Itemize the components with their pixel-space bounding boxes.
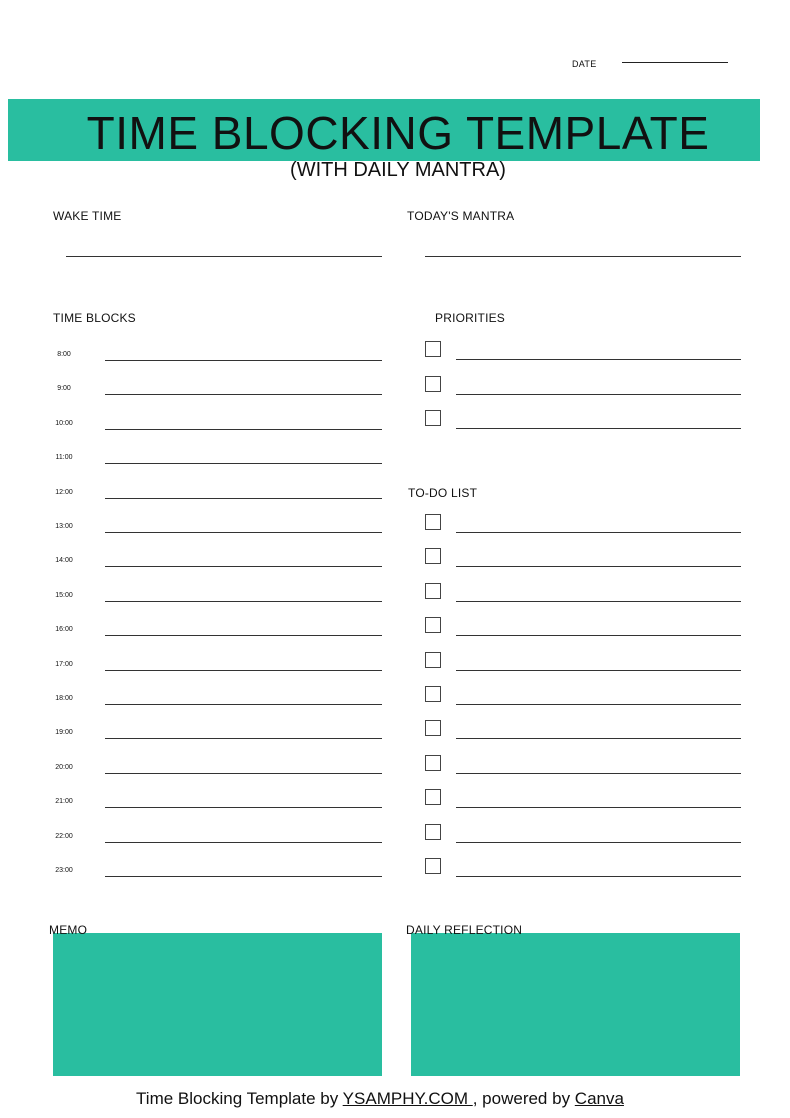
wake-time-line[interactable] <box>66 256 382 257</box>
todo-line[interactable] <box>456 738 741 739</box>
time-block-label: 9:00 <box>57 385 71 392</box>
time-block-label: 17:00 <box>55 661 73 668</box>
footer-middle: , powered by <box>472 1089 575 1108</box>
time-blocks-label: TIME BLOCKS <box>53 311 136 325</box>
daily-reflection-label: DAILY REFLECTION <box>406 923 523 937</box>
todo-checkbox[interactable] <box>425 686 441 702</box>
todo-checkbox[interactable] <box>425 858 441 874</box>
todo-checkbox[interactable] <box>425 824 441 840</box>
time-block-line[interactable] <box>105 360 382 361</box>
priority-line[interactable] <box>456 359 741 360</box>
ysamphy-link[interactable]: YSAMPHY.COM <box>342 1089 473 1108</box>
time-block-label: 23:00 <box>55 867 73 874</box>
time-block-line[interactable] <box>105 463 382 464</box>
time-block-label: 15:00 <box>55 592 73 599</box>
time-block-line[interactable] <box>105 807 382 808</box>
todo-checkbox[interactable] <box>425 548 441 564</box>
time-block-line[interactable] <box>105 704 382 705</box>
time-block-label: 18:00 <box>55 695 73 702</box>
memo-label: MEMO <box>49 923 88 937</box>
time-block-label: 10:00 <box>55 420 73 427</box>
todo-checkbox[interactable] <box>425 617 441 633</box>
time-block-line[interactable] <box>105 394 382 395</box>
priority-checkbox[interactable] <box>425 410 441 426</box>
priority-checkbox[interactable] <box>425 341 441 357</box>
time-block-line[interactable] <box>105 601 382 602</box>
time-block-label: 14:00 <box>55 557 73 564</box>
time-block-label: 13:00 <box>55 523 73 530</box>
time-block-label: 16:00 <box>55 626 73 633</box>
time-block-line[interactable] <box>105 773 382 774</box>
mantra-label: TODAY'S MANTRA <box>407 209 515 223</box>
time-block-label: 21:00 <box>55 798 73 805</box>
todo-list-label: TO-DO LIST <box>408 486 478 500</box>
time-block-line[interactable] <box>105 635 382 636</box>
time-block-line[interactable] <box>105 738 382 739</box>
time-block-label: 22:00 <box>55 833 73 840</box>
priority-checkbox[interactable] <box>425 376 441 392</box>
priority-line[interactable] <box>456 394 741 395</box>
footer-prefix: Time Blocking Template by <box>136 1089 343 1108</box>
todo-checkbox[interactable] <box>425 583 441 599</box>
todo-line[interactable] <box>456 566 741 567</box>
mantra-line[interactable] <box>425 256 741 257</box>
todo-line[interactable] <box>456 635 741 636</box>
todo-line[interactable] <box>456 773 741 774</box>
time-block-label: 12:00 <box>55 489 73 496</box>
todo-checkbox[interactable] <box>425 720 441 736</box>
time-block-label: 20:00 <box>55 764 73 771</box>
time-block-line[interactable] <box>105 429 382 430</box>
page-title: TIME BLOCKING TEMPLATE <box>86 107 710 159</box>
todo-checkbox[interactable] <box>425 789 441 805</box>
date-input-line[interactable] <box>622 62 728 63</box>
todo-line[interactable] <box>456 842 741 843</box>
todo-line[interactable] <box>456 532 741 533</box>
time-block-line[interactable] <box>105 498 382 499</box>
time-block-line[interactable] <box>105 566 382 567</box>
time-block-label: 19:00 <box>55 729 73 736</box>
todo-line[interactable] <box>456 876 741 877</box>
todo-checkbox[interactable] <box>425 652 441 668</box>
page-subtitle: (WITH DAILY MANTRA) <box>290 159 506 181</box>
memo-box[interactable] <box>53 933 382 1076</box>
daily-reflection-box[interactable] <box>411 933 740 1076</box>
time-block-label: 8:00 <box>57 351 71 358</box>
todo-line[interactable] <box>456 704 741 705</box>
date-label: DATE <box>572 59 597 69</box>
time-block-label: 11:00 <box>55 454 73 461</box>
footer <box>0 1089 760 1109</box>
time-block-line[interactable] <box>105 842 382 843</box>
todo-checkbox[interactable] <box>425 514 441 530</box>
wake-time-label: WAKE TIME <box>53 209 122 223</box>
todo-line[interactable] <box>456 807 741 808</box>
todo-line[interactable] <box>456 601 741 602</box>
priority-line[interactable] <box>456 428 741 429</box>
priorities-label: PRIORITIES <box>435 311 506 325</box>
time-block-line[interactable] <box>105 876 382 877</box>
todo-checkbox[interactable] <box>425 755 441 771</box>
canva-link[interactable]: Canva <box>574 1089 624 1108</box>
time-block-line[interactable] <box>105 670 382 671</box>
todo-line[interactable] <box>456 670 741 671</box>
time-block-line[interactable] <box>105 532 382 533</box>
